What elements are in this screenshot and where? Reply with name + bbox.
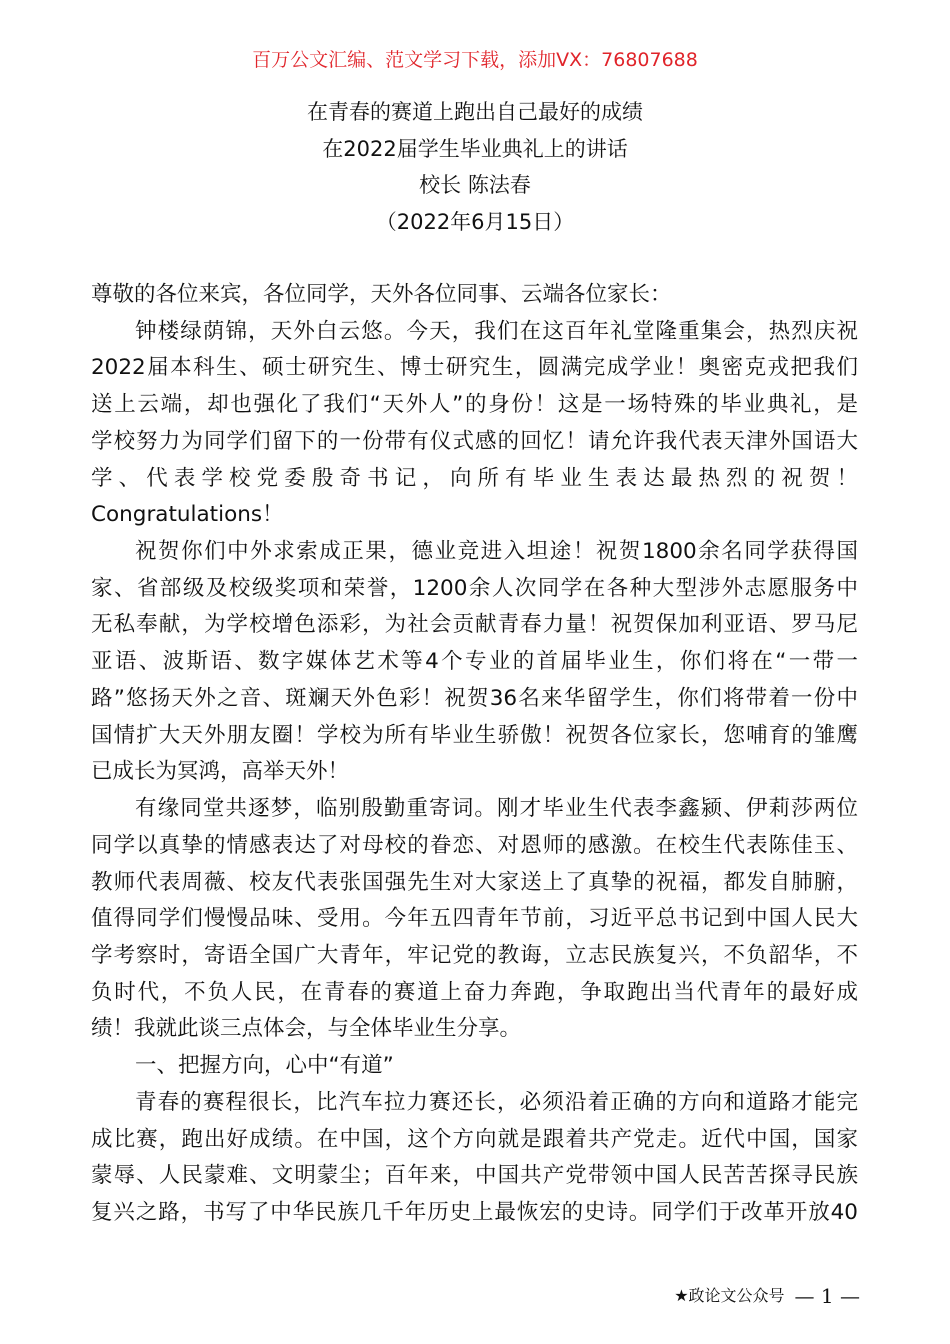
paragraph-line: 有缘同堂共逐梦，临别殷勤重寄词。刚才毕业生代表李鑫颍、伊莉莎两位 — [135, 796, 858, 822]
paragraph-line: Congratulations！ — [91, 502, 284, 528]
watermark-banner: 百万公文汇编、范文学习下载，添加VX：76807688 — [252, 49, 698, 71]
paragraph-line: 学考察时，寄语全国广大青年，牢记党的教诲，立志民族复兴，不负韶华，不 — [91, 942, 858, 968]
paragraph-line: 国情扩大天外朋友圈！学校为所有毕业生骄傲！祝贺各位家长，您哺育的雏鹰 — [91, 722, 858, 748]
paragraph-line: 值得同学们慢慢品味、受用。今年五四青年节前，习近平总书记到中国人民大 — [91, 906, 858, 932]
document-author: 校长 陈法春 — [419, 173, 531, 197]
document-title: 在青春的赛道上跑出自己最好的成绩 — [307, 100, 643, 124]
paragraph-line: 祝贺你们中外求索成正果，德业竞进入坦途！祝贺1800余名同学获得国 — [135, 539, 858, 565]
paragraph-line: 送上云端，却也强化了我们“天外人”的身份！这是一场特殊的毕业典礼，是 — [91, 392, 858, 418]
section-heading: 一、把握方向，心中“有道” — [135, 1053, 394, 1079]
salutation: 尊敬的各位来宾，各位同学，天外各位同事、云端各位家长： — [91, 282, 672, 307]
paragraph-line: 教师代表周薇、校友代表张国强先生对大家送上了真挚的祝福，都发自肺腑， — [91, 869, 858, 895]
paragraph-line: 家、省部级及校级奖项和荣誉，1200余人次同学在各种大型涉外志愿服务中 — [91, 575, 858, 601]
page-footer — [674, 1282, 860, 1310]
paragraph-line: 绩！我就此谈三点体会，与全体毕业生分享。 — [91, 1016, 522, 1042]
paragraph-line: 无私奉献，为学校增色添彩，为社会贡献青春力量！祝贺保加利亚语、罗马尼 — [91, 612, 858, 638]
paragraph-line: 成比赛，跑出好成绩。在中国，这个方向就是跟着共产党走。近代中国，国家 — [91, 1126, 858, 1152]
paragraph-line: 学校努力为同学们留下的一份带有仪式感的回忆！请允许我代表天津外国语大 — [91, 428, 858, 454]
paragraph-line: 钟楼绿荫锦，天外白云悠。今天，我们在这百年礼堂隆重集会，热烈庆祝 — [135, 318, 858, 344]
paragraph-line: 蒙辱、人民蒙难、文明蒙尘；百年来，中国共产党带领中国人民苦苦探寻民族 — [91, 1163, 858, 1189]
paragraph-line: 复兴之路，书写了中华民族几千年历史上最恢宏的史诗。同学们于改革开放40 — [91, 1199, 858, 1225]
document-body — [91, 277, 858, 1232]
paragraph-line: 2022届本科生、硕士研究生、博士研究生，圆满完成学业！奥密克戎把我们 — [91, 355, 858, 381]
paragraph-line: 已成长为冥鸿，高举天外！ — [91, 759, 350, 785]
paragraph-line: 路”悠扬天外之音、斑斓天外色彩！祝贺36名来华留学生，你们将带着一份中 — [91, 685, 858, 711]
page-number: — 1 — — [794, 1284, 860, 1308]
footer-source: ★政论文公众号 — [674, 1286, 785, 1305]
paragraph-line: 青春的赛程很长，比汽车拉力赛还长，必须沿着正确的方向和道路才能完 — [135, 1089, 858, 1115]
paragraph-line: 学、代表学校党委殷奇书记，向所有毕业生表达最热烈的祝贺！ — [91, 465, 858, 491]
paragraph-line: 负时代，不负人民，在青春的赛道上奋力奔跑，争取跑出当代青年的最好成 — [91, 979, 858, 1005]
paragraph-line: 亚语、波斯语、数字媒体艺术等4个专业的首届毕业生，你们将在“一带一 — [91, 649, 858, 675]
paragraph-line: 同学以真挚的情感表达了对母校的眷恋、对恩师的感激。在校生代表陈佳玉、 — [91, 832, 858, 858]
document-subtitle: 在2022届学生毕业典礼上的讲话 — [322, 137, 628, 161]
document-date: （2022年6月15日） — [375, 210, 575, 234]
